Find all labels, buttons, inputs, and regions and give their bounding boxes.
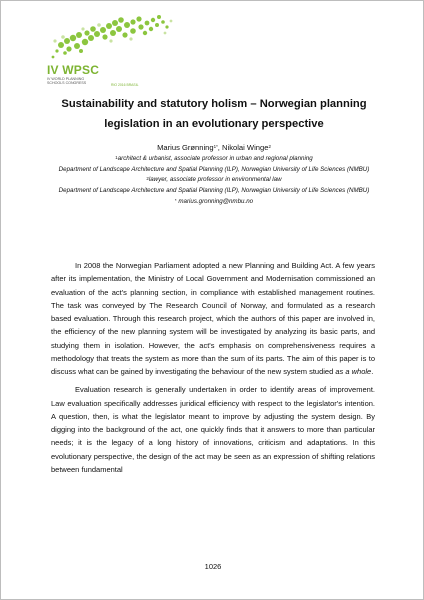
page-number: 1026 [204,562,222,571]
paragraph-2: Evaluation research is generally undertaken in order to identify areas of improvement. Law evaluation specifically addresses juridical efficiency with respect to the legislator's intention. A question, then, is what the legislator meant to improve by adjusting the system design. By digging into the background of the act, one quickly finds that it answers to more than particular needs; it is the legacy of a long history of innovations, criticism and adaptations. In this evolutionary perspective, the design of the act may be seen as an expression of shifting relations between fundamental [51,385,375,474]
world-map-logo-icon [47,11,177,65]
conference-logo [47,11,177,85]
paper-title: Sustainability and statutory holism – Norwegian planning legislation in an evolutionary perspective [61,98,367,130]
logo-subtitle [47,77,86,85]
body-text [51,259,375,481]
logo-tagline: RIO 2016 BRASIL [111,83,139,87]
logo-name: IV WPSC [47,63,100,77]
affiliation-line: Department of Landscape Architecture and Spatial Planning (ILP), Norwegian University of Life Sciences (NMBU) [58,187,370,195]
author-separator: , [217,143,223,152]
logo-subtitle-line1: IV WORLD PLANNING [47,77,85,81]
author-2-name: Nikolai Winge [222,143,269,152]
affiliation-line: Department of Landscape Architecture and Spatial Planning (ILP), Norwegian University of Life Sciences (NMBU) [58,165,370,173]
affiliation-line: $^2$lawyer, associate professor in environmental law [146,176,282,184]
paragraph-1: In 2008 the Norwegian Parliament adopted a new Planning and Building Act. A few years after its implementation, the Ministry of Local Government and Modernisation commissioned an evaluation of the act's planning section, in compliance with established management routines. The task was conveyed by The Research Council of Norway, and formulated as a research based evaluation. Through this research project, which the authors of this paper are involved in, the efficiency of the new planning system will be investigated by analyzing its basic parts, and studying them in isolation. However, the act's emphasis on comprehensiveness requires a methodology that treats the system as more than the sum of its parts. The aim of this paper is to discuss what can be gained by investigating the behaviour of the new system studied as a whole. [51,261,375,376]
author-1-name: Marius Grønning [157,143,214,152]
author-1-sup: 1* [213,144,218,149]
author-line [41,142,387,153]
emphasis-text: as a whole [335,367,372,376]
affiliation-line: $^1$architect & urbanist, associate professor in urban and regional planning [115,155,313,162]
author-2-sup: 2 [268,144,271,149]
affiliations [53,154,375,208]
affiliation-email: * marius.gronning@nmbu.no [174,197,254,205]
logo-subtitle-line2: SCHOOLS CONGRESS [47,81,87,85]
